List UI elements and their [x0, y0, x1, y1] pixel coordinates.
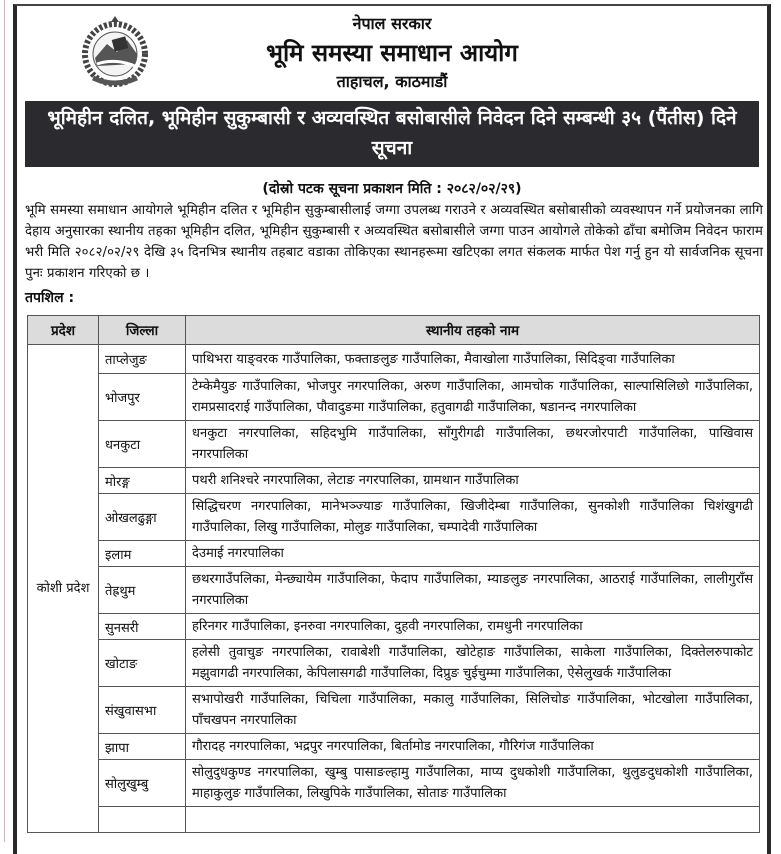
header — [17, 6, 767, 98]
header-district: जिल्ला — [99, 316, 186, 345]
district-cell: इलाम — [99, 541, 186, 567]
district-cell: खोटाङ — [99, 640, 186, 687]
local-levels-cell — [186, 807, 760, 833]
district-cell: भोजपुर — [99, 374, 186, 421]
table-row — [28, 640, 760, 687]
table-row — [28, 494, 760, 541]
table-row — [28, 345, 760, 374]
table-row — [28, 541, 760, 567]
district-cell: मोरङ्ग — [99, 468, 186, 494]
local-levels-cell: सिद्धिचरण नगरपालिका, मानेभञ्ज्याङ गाउँपालिका, खिजीदेम्बा गाउँपालिका, सुनकोशी गाउँपालिका चिशंखुगढी गाउँपालिका, लिखु गाउँपालिका, मोलुङ गाउँपालिका, चम्पादेवी गाउँपालिका — [186, 494, 760, 541]
notice-title: भूमिहीन दलित, भूमिहीन सुकुम्बासी र अव्यवस्थित बसोबासीले निवेदन दिने सम्बन्धी ३५ (पैंतीस) दिने सूचना — [25, 101, 759, 167]
page-edge-line — [4, 0, 5, 842]
local-levels-cell: देउमाई नगरपालिका — [186, 541, 760, 567]
local-levels-cell: धनकुटा नगरपालिका, सहिदभुमि गाउँपालिका, साँगुरीगढी गाउँपालिका, छथरजोरपाटी गाउँपालिका, पाखिवास नगरपालिका — [186, 421, 760, 468]
district-cell: ओखलढुङ्गा — [99, 494, 186, 541]
district-cell: तेह्रथुम — [99, 567, 186, 614]
local-levels-cell: पाथिभरा याङ्वरक गाउँपालिका, फक्ताङलुङ गाउँपालिका, मैवाखोला गाउँपालिका, सिदिङ्वा गाउँपालिका — [186, 345, 760, 374]
government-name: नेपाल सरकार — [352, 14, 432, 33]
province-cell: कोशी प्रदेश — [28, 345, 99, 833]
district-cell — [99, 807, 186, 833]
notice-body: भूमि समस्या समाधान आयोगले भूमिहीन दलित र भूमिहीन सुकुम्बासीलाई जग्गा उपलब्ध गराउने र अव्यवस्थित बसोबासीको व्यवस्थापन गर्ने प्रयोजनका लागि देहाय अनुसारका स्थानीय तहका भूमिहीन दलित, भूमिहीन सुकुम्बासी र अव्यवस्थित बसोबासीले जग्गा पाउन आयोगले तोकेको ढाँचा बमोजिम निवेदन फाराम भरी मिति २०८२/०२/२९ देखि ३५ दिनभित्र स्थानीय तहबाट वडाका तोकिएका स्थानहरूमा खटिएका लगत संकलक मार्फत पेश गर्नु हुन यो सार्वजनिक सूचना पुनः प्रकाशन गरिएको छ । — [25, 203, 763, 281]
district-cell: धनकुटा — [99, 421, 186, 468]
header-local-level: स्थानीय तहको नाम — [186, 316, 760, 345]
details-label: तपशिल : — [25, 290, 75, 306]
local-levels-cell: हरिनगर गाउँपालिका, इनरुवा नगरपालिका, दुहवी नगरपालिका, रामधुनी नगरपालिका — [186, 614, 760, 640]
table-row — [28, 807, 760, 833]
district-cell: ताप्लेजुङ — [99, 345, 186, 374]
table-header-row — [28, 316, 760, 345]
local-levels-cell: सभापोखरी गाउँपालिका, चिचिला गाउँपालिका, मकालु गाउँपालिका, सिलिचोङ गाउँपालिका, भोटखोला गाउँपालिका, पाँचखपन नगरपालिका — [186, 687, 760, 734]
table-row — [28, 760, 760, 807]
local-levels-cell: गौरादह नगरपालिका, भद्रपुर नगरपालिका, बिर्तामोड नगरपालिका, गौरिगंज गाउँपालिका — [186, 734, 760, 760]
header-province: प्रदेश — [28, 316, 99, 345]
local-levels-cell: हलेसी तुवाचुङ नगरपालिका, रावाबेशी गाउँपालिका, खोटेहाङ गाउँपालिका, साकेला गाउँपालिका, दिक्तेलरुपाकोट मझुवागढी नगरपालिका, केपिलासगढी गाउँपालिका, दिप्रुङ चुईचुम्मा गाउँपालिका, ऐसेलुखर्क गाउँपालिका — [186, 640, 760, 687]
organization-location: ताहाचल, काठमाडौं — [336, 72, 448, 91]
local-levels-table — [27, 315, 760, 833]
notice-frame — [13, 4, 771, 854]
local-levels-cell: पथरी शनिश्चरे नगरपालिका, लेटाङ नगरपालिका, ग्रामथान गाउँपालिका — [186, 468, 760, 494]
local-levels-cell: टेम्केमैयुङ गाउँपालिका, भोजपुर नगरपालिका, अरुण गाउँपालिका, आमचोक गाउँपालिका, साल्पासिलिछो गाउँपालिका, रामप्रसादराई गाउँपालिका, पौवादुङमा गाउँपालिका, हतुवागढी गाउँपालिका, षडानन्द नगरपालिका — [186, 374, 760, 421]
organization-name: भूमि समस्या समाधान आयोग — [266, 39, 518, 67]
district-cell: सोलुखुम्बु — [99, 760, 186, 807]
table-row — [28, 567, 760, 614]
local-levels-cell: छथरगाउँपलिका, मेन्छ्यायेम गाउँपालिका, फेदाप गाउँपालिका, म्याङलुङ नगरपालिका, आठराई गाउँपालिका, लालीगुराँस नगरपालिका — [186, 567, 760, 614]
local-levels-cell: सोलुदुधकुण्ड नगरपालिका, खुम्बु पासाङल्हामु गाउँपालिका, माप्य दुधकोशी गाउँपालिका, थुलुङदुधकोशी गाउँपालिका, माहाकुलुङ गाउँपालिका, लिखुपिके गाउँपालिका, सोताङ गाउँपालिका — [186, 760, 760, 807]
table-row — [28, 374, 760, 421]
table-row — [28, 687, 760, 734]
district-cell: सुनसरी — [99, 614, 186, 640]
table-row — [28, 468, 760, 494]
district-cell: संखुवासभा — [99, 687, 186, 734]
table-row — [28, 614, 760, 640]
district-cell: झापा — [99, 734, 186, 760]
table-row — [28, 421, 760, 468]
publication-date-line: (दोस्रो पटक सूचना प्रकाशन मिति : २०८२/०२/२९) — [262, 181, 522, 197]
table-row — [28, 734, 760, 760]
